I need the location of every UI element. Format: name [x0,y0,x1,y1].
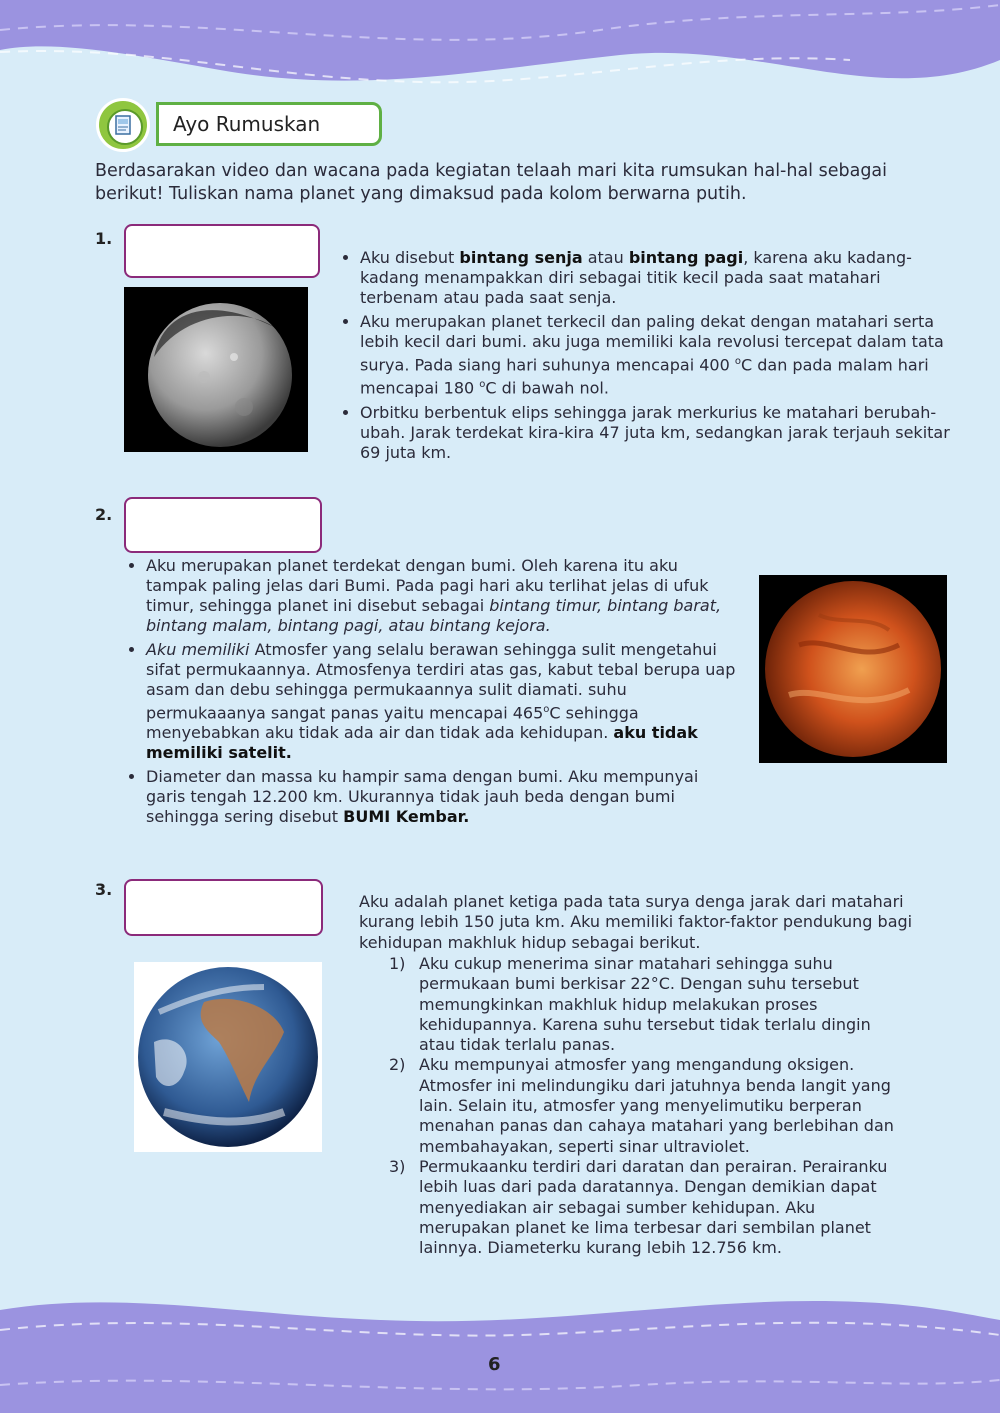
venus-image [759,575,947,763]
q3-intro-text: Aku adalah planet ketiga pada tata surya denga jarak dari matahari kurang lebih 150 juta km. Aku memiliki faktor-faktor pendukung bagi kehidupan makhluk hidup sebagai berikut. [359,892,913,952]
q2-bullet-2: • Aku memiliki Atmosfer yang selalu berawan sehingga sulit mengetahui sifat permukaannya. Atmosfenya terdiri atas gas, kabut tebal berupa uap asam dan debu sehingga permukaannya sulit diamati. suhu permukaaanya sangat panas yaitu mencapai 465$^o$C sehingga menyebabkan aku tidak ada air dan tidak ada kehidupan. aku tidak memiliki satelit. [146,640,738,763]
section-icon-badge [96,98,150,152]
question-number-2: 2. [95,505,113,524]
section-header [96,98,386,152]
book-page-icon [107,109,143,145]
top-wave-decoration [0,0,1000,110]
q2-bullet-3: • Diameter dan massa ku hampir sama dengan bumi. Aku mempunyai garis tengah 12.200 km. Ukurannya tidak jauh beda dengan bumi sehingga sering disebut BUMI Kembar. [146,767,738,827]
q2-bullet-list [122,556,738,831]
mercury-image [124,287,308,452]
q1-bullet-3: • Orbitku berbentuk elips sehingga jarak merkurius ke matahari berubah-ubah. Jarak terdekat kira-kira 47 juta km, sedangkan jarak terjauh sekitar 69 juta km. [360,403,960,463]
q2-bullet-1: • Aku merupakan planet terdekat dengan bumi. Oleh karena itu aku tampak paling jelas dari Bumi. Pada pagi hari aku terlihat jelas di ufuk timur, sehingga planet ini disebut sebagai bintang timur, bintang barat, bintang malam, bintang pagi, atau bintang kejora. [146,556,738,636]
question-number-1: 1. [95,229,113,248]
answer-box-3[interactable] [124,879,323,936]
answer-box-1[interactable] [124,224,320,278]
q1-bullet-2: • Aku merupakan planet terkecil dan paling dekat dengan matahari serta lebih kecil dari bumi. aku juga memiliki kala revolusi tercepat dalam tata surya. Pada siang hari suhunya mencapai 400 $^o$C dan pada malam hari mencapai 180 $^o$C di bawah nol. [360,312,960,399]
earth-image [134,962,322,1152]
answer-box-2[interactable] [124,497,322,553]
question-number-3: 3. [95,880,113,899]
bottom-wave-decoration [0,1290,1000,1413]
instruction-text: Berdasarakan video dan wacana pada kegiatan telaah mari kita rumsukan hal-hal sebagai berikut! Tuliskan nama planet yang dimaksud pada kolom berwarna putih. [95,161,888,204]
q3-numbered-list [359,954,899,1258]
q1-bullet-list [336,248,960,467]
q1-bullet-1: • Aku disebut bintang senja atau bintang pagi, karena aku kadang-kadang menampakkan diri sebagai titik kecil pada saat matahari terbenam atau pada saat senja. [360,248,960,308]
page-number: 6 [488,1354,501,1375]
q3-item-2: 2) Aku mempunyai atmosfer yang mengandung oksigen. Atmosfer ini melindungiku dari jatuhnya benda langit yang lain. Selain itu, atmosfer yang menyelimutiku berperan menahan panas dan cahaya matahari yang berlebihan dan membahayakan, seperti sinar ultraviolet. [389,1055,894,1156]
q3-item-3: 3) Permukaanku terdiri dari daratan dan perairan. Perairanku lebih luas dari pada daratannya. Dengan demikian dapat menyediakan air sebagai sumber kehidupan. Aku merupakan planet ke lima terbesar dari sembilan planet lainnya. Diameterku kurang lebih 12.756 km. [389,1156,888,1258]
q3-item-1: 1) Aku cukup menerima sinar matahari sehingga suhu permukaan bumi berkisar 22°C. Dengan suhu tersebut memungkinkan makhluk hidup melakukan proses kehidupannya. Karena suhu tersebut tidak terlalu dingin atau tidak terlalu panas. [389,954,871,1055]
section-title: Ayo Rumuskan [156,102,382,146]
